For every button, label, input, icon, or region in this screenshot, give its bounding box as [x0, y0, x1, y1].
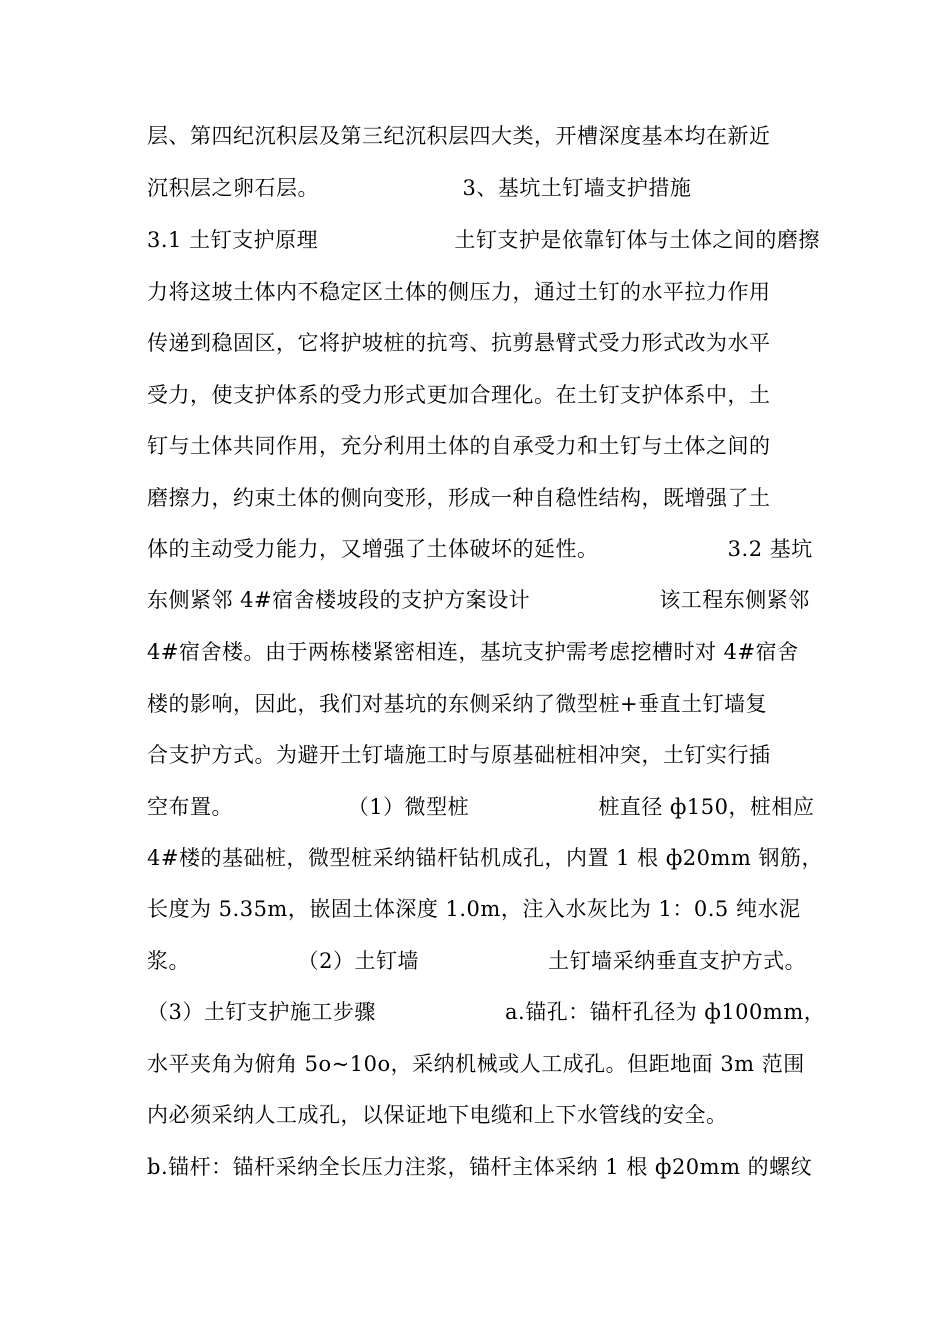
- text-line: 楼的影响，因此，我们对基坑的东侧采纳了微型桩+垂直土钉墙复: [147, 692, 768, 716]
- text-line: （3）土钉支护施工步骤 a.锚孔：锚杆孔径为 ф100mm，: [147, 1000, 826, 1024]
- text-line: 4#宿舍楼。由于两栋楼紧密相连，基坑支护需考虑挖槽时对 4#宿舍: [147, 640, 799, 664]
- text-line: 层、第四纪沉积层及第三纪沉积层四大类，开槽深度基本均在新近: [147, 124, 771, 148]
- text-line: 受力，使支护体系的受力形式更加合理化。在土钉支护体系中，土: [147, 383, 771, 407]
- text-line: 水平夹角为俯角 5o~10o，采纳机械或人工成孔。但距地面 3m 范围: [147, 1052, 805, 1076]
- text-line: 磨擦力，约束土体的侧向变形，形成一种自稳性结构，既增强了土: [147, 486, 771, 510]
- text-line: 力将这坡土体内不稳定区土体的侧压力，通过土钉的水平拉力作用: [147, 280, 771, 304]
- text-line: 沉积层之卵石层。 3、基坑土钉墙支护措施: [147, 176, 692, 200]
- text-line: 内必须采纳人工成孔，以保证地下电缆和上下水管线的安全。: [147, 1103, 728, 1127]
- text-line: 3.1 土钉支护原理 土钉支护是依靠钉体与土体之间的磨擦: [147, 228, 820, 252]
- text-line: 传递到稳固区，它将护坡桩的抗弯、抗剪悬臂式受力形式改为水平: [147, 331, 771, 355]
- text-line: 长度为 5.35m，嵌固土体深度 1.0m，注入水灰比为 1：0.5 纯水泥: [147, 897, 801, 921]
- text-line: 钉与土体共同作用，充分利用土体的自承受力和土钉与土体之间的: [147, 434, 771, 458]
- text-line: 浆。 （2）土钉墙 土钉墙采纳垂直支护方式。: [147, 949, 807, 973]
- text-line: 空布置。 （1）微型桩 桩直径 ф150，桩相应: [147, 795, 815, 819]
- text-line: 体的主动受力能力，又增强了土体破坏的延性。 3.2 基坑: [147, 537, 813, 561]
- text-line: 合支护方式。为避开土钉墙施工时与原基础桩相冲突，土钉实行插: [147, 743, 771, 767]
- text-line: 东侧紧邻 4#宿舍楼坡段的支护方案设计 该工程东侧紧邻: [147, 588, 810, 612]
- text-line: 4#楼的基础桩，微型桩采纳锚杆钻机成孔，内置 1 根 ф20mm 钢筋，: [147, 846, 824, 870]
- text-line: b.锚杆：锚杆采纳全长压力注浆，锚杆主体采纳 1 根 ф20mm 的螺纹: [147, 1155, 813, 1179]
